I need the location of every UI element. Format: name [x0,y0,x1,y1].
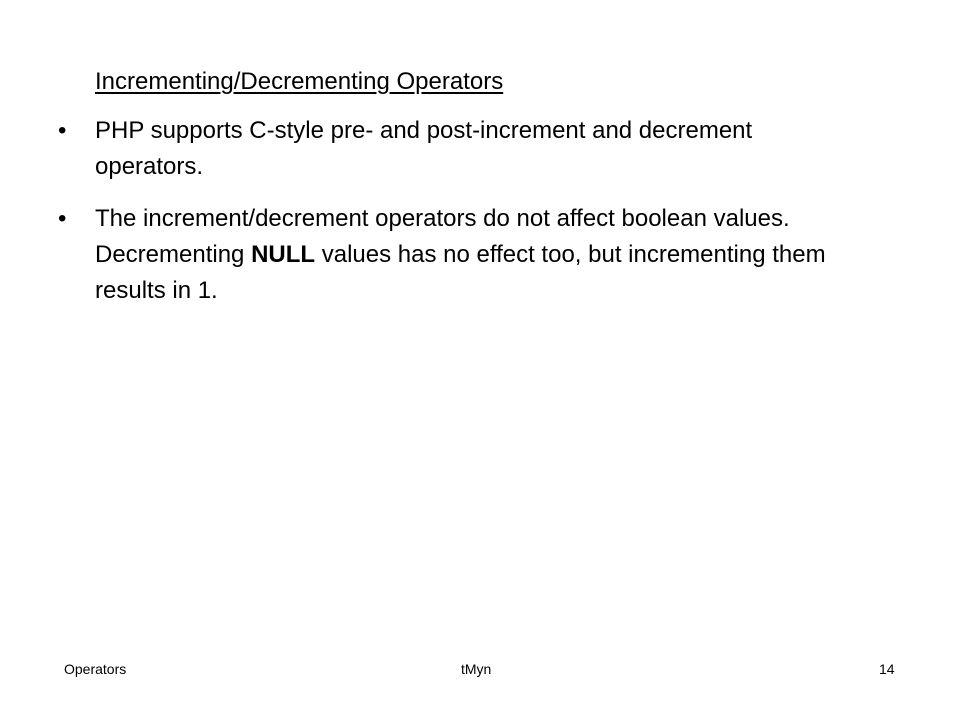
bullet-item [58,201,858,309]
bullet-text-after: values has no effect too, but incrementing them results in 1. [95,241,826,304]
footer-title: Operators [64,661,127,677]
bullet-bold-keyword: NULL [251,241,316,268]
slide-heading: Incrementing/Decrementing Operators [95,68,504,95]
bullet-text: PHP supports C-style pre- and post-increment and decrement operators. [95,117,753,180]
bullet-text-before: The increment/decrement operators do not affect boolean values. Decrementing [95,205,790,268]
bullet-icon: • [58,205,67,232]
bullet-list [58,113,858,325]
footer-author: tMyn [461,661,492,677]
bullet-item [58,113,858,185]
page-number: 14 [879,661,895,677]
bullet-icon: • [58,117,67,144]
